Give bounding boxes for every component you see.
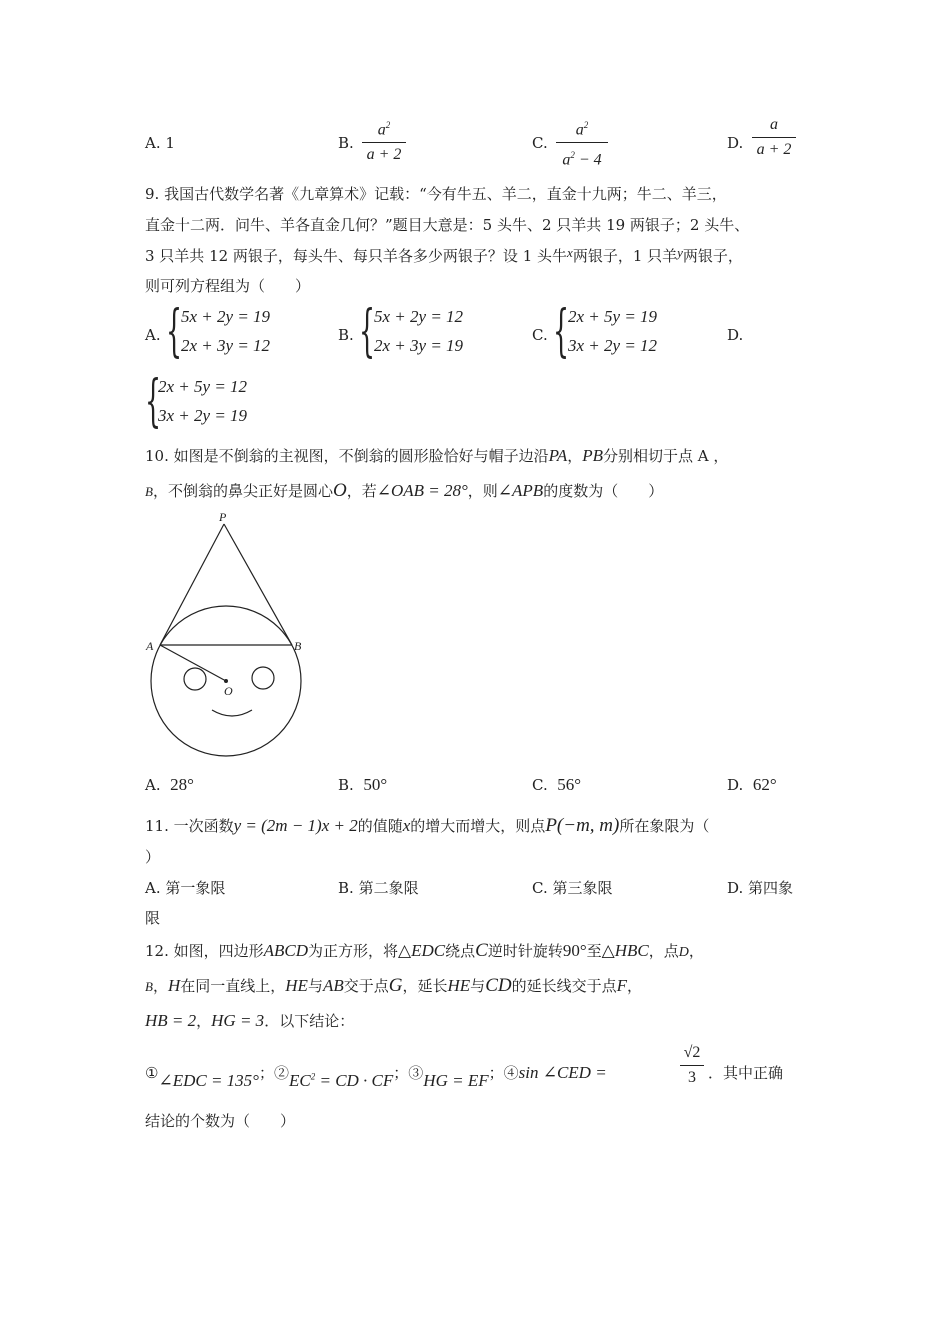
q8-option-c-fraction: $a^2$ $a^2 - 4$ bbox=[556, 116, 608, 170]
q10-tangent-pb bbox=[224, 524, 292, 645]
q10-option-a[interactable]: A. 28° bbox=[145, 775, 194, 794]
q10-line-1: 10. 如图是不倒翁的主视图，不倒翁的圆形脸恰好与帽子边沿PA，PB分别相切于点 A ， bbox=[145, 446, 729, 465]
q8-option-b-label[interactable]: B. bbox=[338, 134, 354, 152]
q10-label-b: B bbox=[294, 639, 302, 653]
q10-label-o: O bbox=[224, 684, 233, 698]
q10-option-c[interactable]: C. 56° bbox=[532, 775, 582, 794]
q12-sqrt-fraction: √2 3 bbox=[680, 1044, 704, 1087]
q10-radius-oa bbox=[160, 645, 226, 681]
q9-option-a-system: 5x + 2y = 19 2x + 3y = 12 bbox=[181, 307, 271, 355]
q10-figure bbox=[140, 508, 320, 768]
q8-option-b-fraction: $a^2$ a + 2 bbox=[362, 116, 406, 164]
q9-option-d-brace: { bbox=[145, 369, 162, 434]
q8-option-c-label[interactable]: C. bbox=[532, 134, 548, 152]
q11-option-d-wrap: 限 bbox=[145, 909, 161, 927]
q9-option-a-label[interactable]: A. bbox=[145, 326, 161, 344]
q12-line-5: 结论的个数为（ ） bbox=[145, 1112, 296, 1130]
q10-label-a: A bbox=[146, 639, 154, 653]
q12-conclusion-tail: ．其中正确 bbox=[708, 1064, 784, 1082]
q11-option-a[interactable]: A. 第一象限 bbox=[145, 879, 226, 897]
q11-line-2: ） bbox=[145, 848, 161, 866]
q12-conclusions: ①∠EDC = 135°；$②EC^2$ = CD · CF；③HG = EF；④sin ∠CED = bbox=[145, 1063, 607, 1090]
q9-option-d-label[interactable]: D. bbox=[727, 326, 744, 344]
q9-line-4: 则可列方程组为（ ） bbox=[145, 277, 311, 295]
q9-option-c-system: 2x + 5y = 19 3x + 2y = 12 bbox=[568, 307, 658, 355]
q12-line-3: HB = 2，HG = 3．以下结论： bbox=[145, 1011, 355, 1030]
q10-label-p: P bbox=[219, 510, 227, 524]
q10-option-d[interactable]: D. 62° bbox=[727, 775, 777, 794]
q10-left-eye bbox=[184, 668, 206, 690]
q9-option-b-brace: { bbox=[359, 299, 376, 364]
q12-line-2: B，H在同一直线上，HE与AB交于点G，延长HE与CD的延长线交于点F， bbox=[145, 975, 643, 996]
q9-option-b-system: 5x + 2y = 12 2x + 3y = 19 bbox=[374, 307, 464, 355]
q11-option-c[interactable]: C. 第三象限 bbox=[532, 879, 613, 897]
q9-option-d-system: 2x + 5y = 12 3x + 2y = 19 bbox=[158, 377, 248, 425]
q8-option-a[interactable]: A. 1 bbox=[145, 134, 175, 152]
q10-line-2: B，不倒翁的鼻尖正好是圆心O，若∠OAB = 28°，则∠APB的度数为（ ） bbox=[145, 480, 664, 501]
q8-option-d-label[interactable]: D. bbox=[727, 134, 744, 152]
q10-smile bbox=[212, 710, 252, 716]
q11-option-b[interactable]: B. 第二象限 bbox=[338, 879, 419, 897]
q10-option-b[interactable]: B. 50° bbox=[338, 775, 388, 794]
q9-option-a-brace: { bbox=[166, 299, 183, 364]
q9-option-b-label[interactable]: B. bbox=[338, 326, 354, 344]
q9-line-2: 直金十二两．问牛、羊各直金几何？”题目大意是：5 头牛、2 只羊共 19 两银子；2 头牛、 bbox=[145, 216, 750, 234]
q11-line-1: 11. 一次函数y = (2m − 1)x + 2的值随x的增大而增大，则点P(−m, m)所在象限为（ bbox=[145, 815, 710, 836]
q9-option-c-brace: { bbox=[553, 299, 570, 364]
q12-line-1: 12. 如图，四边形ABCD为正方形，将△EDC绕点C逆时针旋转90°至△HBC，点D， bbox=[145, 940, 704, 961]
q8-option-d-fraction: a a + 2 bbox=[752, 116, 796, 159]
q9-line-3: 3 只羊共 12 两银子，每头牛、每只羊各多少两银子？设 1 头牛x两银子，1 只羊y两银子， bbox=[145, 245, 743, 265]
q10-center-point bbox=[224, 679, 228, 683]
q9-option-c-label[interactable]: C. bbox=[532, 326, 548, 344]
q11-option-d[interactable]: D. 第四象 bbox=[727, 879, 794, 897]
q10-right-eye bbox=[252, 667, 274, 689]
q10-tangent-pa bbox=[160, 524, 224, 645]
q9-line-1: 9. 我国古代数学名著《九章算术》记载：“今有牛五、羊二，直金十九两；牛二、羊三， bbox=[145, 185, 727, 203]
